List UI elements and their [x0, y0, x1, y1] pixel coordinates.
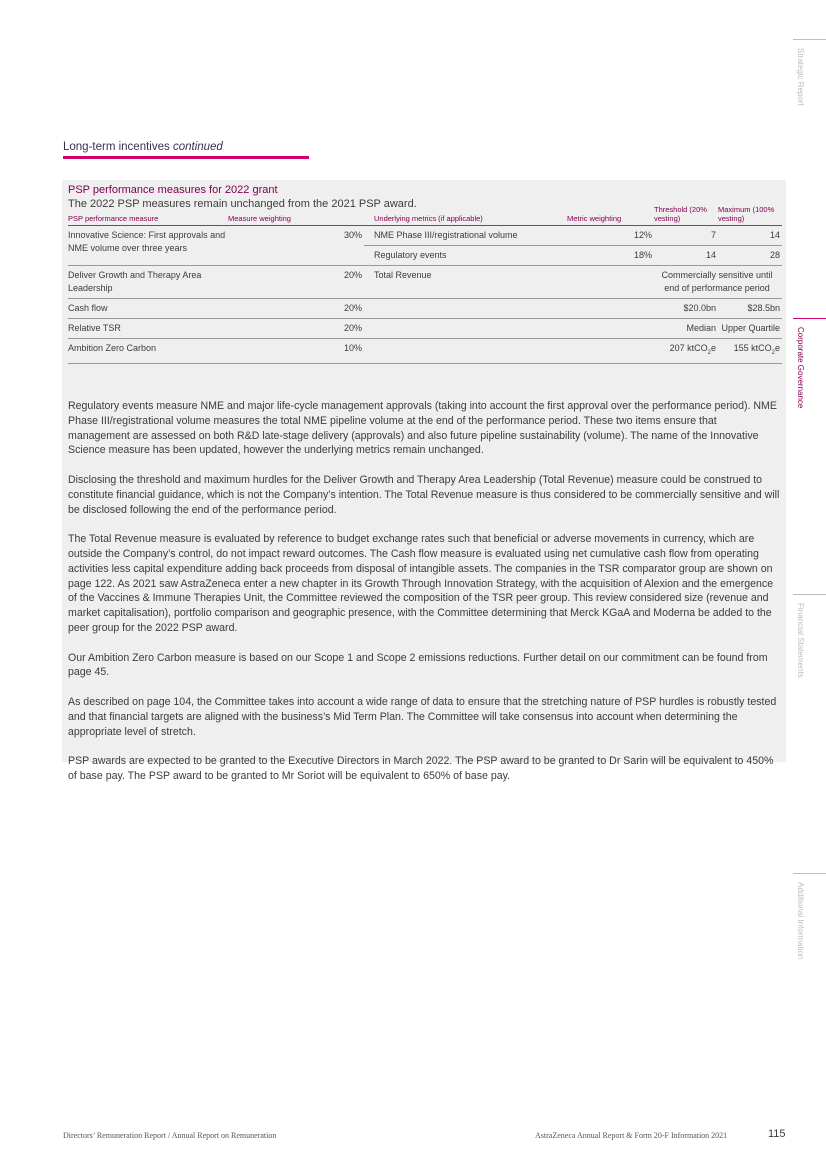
row-weighting-carbon: 10%	[228, 339, 364, 364]
paragraph: The Total Revenue measure is evaluated by reference to budget exchange rates such that beneficial or adverse movements in currency, which are outside the Company’s control, do not impact reward outcomes. The Cash flow measure is evaluated using net cumulative cash flow from operating activities less capital expenditure adding back proceeds from disposal of intangible assets. The companies in the TSR comparator group are shown on page 122. As 2021 saw AstraZeneca enter a new chapter in its Growth Through Innovation Strategy, with the acquisition of Alexion and the emergence of the Vaccines & Immune Therapies Unit, the Committee reviewed the composition of the TSR peer group. This review considered size (revenue and market capitalisation), portfolio comparison and geographic presence, with the Committee determining that Merck KGaA and Moderna be added to the peer group for the 2022 PSP award.	[68, 533, 774, 634]
section-title-suffix: continued	[172, 141, 223, 153]
row-empty-cell	[567, 319, 654, 339]
row-measure-growth: Deliver Growth and Therapy Area Leadership	[68, 266, 228, 299]
paragraph: As described on page 104, the Committee takes into account a wide range of data to ensure that the stretching nature of PSP hurdles is robustly tested and that financial targets are aligned with the business’s Mid Term Plan. The Committee will take consensus into account when determining the appropriate level of stretch.	[68, 695, 777, 738]
row-empty-cell	[364, 299, 567, 319]
row-maximum-nme: 14	[718, 226, 782, 246]
maximum-carbon-subscript: 2	[771, 349, 775, 356]
header-threshold: Threshold (20% vesting)	[654, 205, 718, 226]
side-nav-divider	[793, 873, 826, 874]
maximum-carbon-value: 155 ktCO	[733, 343, 772, 353]
paragraph: Disclosing the threshold and maximum hurdles for the Deliver Growth and Therapy Area Leadership (Total Revenue) measure could be construed to constitute financial guidance, which is not the Company’s intention. The Total Revenue measure is thus considered to be commercially sensitive and will be disclosed following the end of the performance period.	[68, 473, 780, 516]
row-metric-weight-regulatory: 18%	[567, 246, 654, 266]
row-weighting-tsr: 20%	[228, 319, 364, 339]
row-metric-revenue: Total Revenue	[364, 266, 567, 299]
header-metric-weighting: Metric weighting	[567, 205, 654, 226]
row-maximum-cash: $28.5bn	[718, 299, 782, 319]
row-empty-cell	[364, 319, 567, 339]
page-number: 115	[768, 1128, 786, 1140]
side-nav-corporate-governance[interactable]	[793, 318, 826, 408]
threshold-carbon-subscript: 2	[707, 349, 711, 356]
row-weighting-cash: 20%	[228, 299, 364, 319]
side-nav-label: Corporate Governance	[796, 327, 805, 409]
row-metric-nme: NME Phase III/registrational volume	[364, 226, 567, 246]
threshold-carbon-suffix: e	[710, 343, 716, 353]
side-nav-divider	[793, 39, 826, 40]
row-metric-weight-nme: 12%	[567, 226, 654, 246]
header-measure-weighting: Measure weighting	[228, 205, 364, 226]
panel-subtitle: The 2022 PSP measures remain unchanged from the 2021 PSP award.	[68, 198, 417, 210]
row-empty-cell	[364, 339, 567, 364]
side-nav-strategic-report[interactable]	[793, 39, 826, 106]
section-title	[63, 141, 223, 153]
row-measure-cash: Cash flow	[68, 299, 228, 319]
row-measure-innovative: Innovative Science: First approvals and NME volume over three years	[68, 226, 228, 266]
row-threshold-nme: 7	[654, 226, 718, 246]
paragraph: Regulatory events measure NME and major life-cycle management approvals (taking into account the first approval over the performance period). NME Phase III/registrational volume measures the total NME pipeline volume at the end of the performance period. These two items ensure that management are assessed on both R&D late-stage delivery (approvals) and also future pipeline sustainability (volume). The name of the Innovative Science measure has been updated, however the underlying metrics remain unchanged.	[68, 400, 777, 457]
header-maximum: Maximum (100% vesting)	[718, 205, 782, 226]
side-nav-label: Financial Statements	[796, 603, 805, 678]
row-maximum-tsr: Upper Quartile	[718, 319, 782, 339]
row-empty-cell	[567, 299, 654, 319]
table-row	[68, 266, 782, 299]
row-threshold-cash: $20.0bn	[654, 299, 718, 319]
row-threshold-carbon	[654, 339, 718, 364]
section-title-underline	[63, 156, 309, 159]
side-nav-label: Additional Information	[796, 882, 805, 960]
row-threshold-tsr: Median	[654, 319, 718, 339]
side-nav-financial-statements[interactable]	[793, 594, 826, 678]
row-note-revenue: Commercially sensitive until end of performance period	[654, 266, 782, 299]
row-measure-tsr: Relative TSR	[68, 319, 228, 339]
section-title-text: Long-term incentives	[63, 141, 170, 153]
row-maximum-carbon	[718, 339, 782, 364]
row-threshold-regulatory: 14	[654, 246, 718, 266]
footer-breadcrumb: Directors’ Remuneration Report / Annual Report on Remuneration	[63, 1131, 277, 1140]
row-metric-weight-revenue	[567, 266, 654, 299]
row-weighting-innovative: 30%	[228, 226, 364, 266]
maximum-carbon-suffix: e	[774, 343, 780, 353]
header-measure: PSP performance measure	[68, 205, 228, 226]
table-row	[68, 226, 782, 246]
panel-title: PSP performance measures for 2022 grant	[68, 184, 278, 196]
row-maximum-regulatory: 28	[718, 246, 782, 266]
paragraph: Our Ambition Zero Carbon measure is based on our Scope 1 and Scope 2 emissions reductions. Further detail on our commitment can be found from page 45.	[68, 651, 768, 679]
row-measure-carbon: Ambition Zero Carbon	[68, 339, 228, 364]
table-row	[68, 319, 782, 339]
row-metric-regulatory: Regulatory events	[364, 246, 567, 266]
explanatory-text	[68, 399, 780, 799]
footer-publication: AstraZeneca Annual Report & Form 20-F Information 2021	[535, 1131, 728, 1140]
table-row	[68, 339, 782, 364]
table-header-row	[68, 205, 782, 226]
row-weighting-growth: 20%	[228, 266, 364, 299]
row-empty-cell	[567, 339, 654, 364]
threshold-carbon-value: 207 ktCO	[669, 343, 708, 353]
side-nav-divider-active	[793, 318, 826, 319]
paragraph: PSP awards are expected to be granted to the Executive Directors in March 2022. The PSP award to be granted to Dr Sarin will be equivalent to 450% of base pay. The PSP award to be granted to Mr Soriot will be equivalent to 650% of base pay.	[68, 755, 774, 782]
side-nav-additional-information[interactable]	[793, 873, 826, 959]
table-row	[68, 299, 782, 319]
psp-measures-table	[68, 205, 782, 364]
side-nav-label: Strategic Report	[796, 48, 805, 106]
side-nav-divider	[793, 594, 826, 595]
header-underlying-metrics: Underlying metrics (if applicable)	[364, 205, 567, 226]
